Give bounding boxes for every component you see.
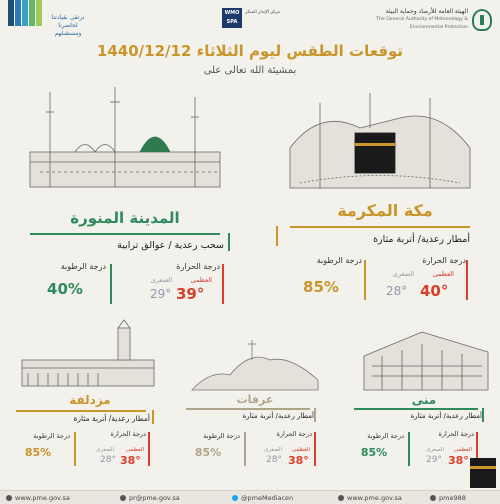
arafat-humidity-label: درجة الرطوبة — [203, 432, 240, 440]
mina-min-label: الصغرى — [426, 447, 444, 453]
makkah-name: مكة المكرمة — [337, 201, 433, 220]
wmo-logo-icon: WMO SPA — [222, 8, 242, 28]
makkah-humidity-label: درجة الرطوبة — [316, 256, 362, 265]
arafat-name: عرفات — [236, 393, 274, 406]
makkah-max-temp: 40° — [420, 282, 449, 300]
footer-website-1[interactable] — [6, 494, 70, 502]
madinah-temp-label: درجة الحرارة — [176, 262, 220, 271]
arafat-temp-bar — [314, 432, 316, 466]
makkah-min-label: الصغرى — [392, 270, 414, 278]
muzdalifah-humidity: 85% — [24, 446, 52, 459]
arafat-humidity-bar — [244, 432, 246, 466]
arafat-min-temp: 28° — [266, 455, 282, 465]
header — [0, 0, 500, 40]
phone-icon — [430, 495, 436, 501]
madinah-humidity-bar — [110, 264, 112, 304]
madinah-accent-line — [228, 233, 230, 251]
footer-email[interactable] — [120, 494, 180, 502]
makkah-condition: أمطار رعدية/ أتربة مثارة — [373, 234, 470, 245]
mina-illustration — [362, 326, 490, 392]
mina-condition: أمطار رعدية/ أتربة مثارة — [410, 412, 482, 420]
mina-min-temp: 29° — [426, 455, 442, 465]
makkah-max-label: العظمى — [432, 270, 454, 278]
agency-emblem-icon — [472, 9, 492, 31]
vision-logo — [6, 0, 88, 38]
makkah-min-temp: 28° — [386, 284, 408, 298]
muzdalifah-max-temp: 38° — [120, 454, 141, 467]
madinah-max-temp: 39° — [176, 285, 205, 303]
madinah-divider — [30, 233, 220, 235]
madinah-mosque-illustration — [20, 82, 230, 192]
vision-slogan: نرتقي بقيادتنا لحاضرنا ومستقبلهم — [51, 14, 85, 37]
arafat-humidity: 85% — [194, 446, 222, 459]
arafat-max-temp: 38° — [288, 454, 309, 467]
makkah-divider — [290, 226, 470, 228]
madinah-condition: سحب رعدية / عوالق ترابية — [117, 240, 224, 251]
footer-twitter[interactable] — [232, 494, 293, 502]
page-subtitle: بمشيئة الله تعالى على — [203, 65, 297, 76]
makkah-humidity-bar — [364, 260, 366, 300]
arafat-temp-label: درجة الحرارة — [276, 430, 312, 438]
muzdalifah-divider — [16, 410, 146, 412]
early-warning-caption: مركز الإنذار المبكر — [245, 10, 280, 15]
arafat-illustration — [190, 330, 320, 392]
makkah-temp-label: درجة الحرارة — [422, 256, 466, 265]
madinah-temp-bar — [222, 264, 224, 304]
muzdalifah-illustration — [18, 318, 158, 390]
arafat-accent-line — [314, 408, 316, 422]
footer-twitter-text: @pmeMediacen — [241, 494, 294, 502]
muzdalifah-humidity-bar — [74, 432, 76, 466]
madinah-humidity: 40% — [47, 280, 83, 298]
arafat-divider — [186, 408, 310, 410]
footer-phone[interactable] — [430, 494, 466, 502]
arafat-condition: أمطار رعدية/ أتربة مثارة — [242, 412, 314, 420]
footer-phone-text: pme988 — [439, 494, 466, 502]
footer — [0, 490, 500, 504]
kaaba-corner-icon — [470, 458, 496, 488]
muzdalifah-min-label: الصغرى — [96, 447, 114, 453]
muzdalifah-condition: أمطار رعدية/ أتربة مثارة — [73, 414, 150, 423]
footer-website-2-text: www.pme.gov.sa — [347, 494, 402, 502]
arafat-max-label: العظمى — [291, 447, 310, 453]
footer-email-text: pr@pme.gov.sa — [129, 494, 180, 502]
makkah-temp-bar — [466, 260, 468, 300]
mail-icon — [120, 495, 126, 501]
muzdalifah-temp-bar — [148, 432, 150, 466]
agency-name-ar: الهيئة العامة للأرصاد وحماية البيئة — [385, 8, 468, 15]
makkah-kaaba-illustration — [280, 88, 480, 196]
footer-website-2[interactable] — [338, 494, 402, 502]
mina-temp-label: درجة الحرارة — [438, 430, 474, 438]
muzdalifah-name: مزدلفة — [69, 393, 111, 407]
globe-icon — [6, 495, 12, 501]
mina-humidity: 85% — [360, 446, 388, 459]
mina-humidity-bar — [408, 432, 410, 466]
mina-name: منى — [411, 393, 437, 407]
mina-max-label: العظمى — [453, 447, 472, 453]
mina-max-temp: 38° — [448, 454, 469, 467]
madinah-min-temp: 29° — [150, 287, 172, 301]
muzdalifah-max-label: العظمى — [125, 447, 144, 453]
twitter-icon — [232, 495, 238, 501]
madinah-max-label: العظمى — [190, 276, 212, 284]
muzdalifah-temp-label: درجة الحرارة — [110, 430, 146, 438]
agency-logo — [342, 6, 492, 34]
page-title: توقعات الطقس ليوم الثلاثاء 1440/12/12 — [96, 42, 404, 60]
footer-website-1-text: www.pme.gov.sa — [15, 494, 70, 502]
madinah-humidity-label: درجة الرطوبة — [60, 262, 106, 271]
muzdalifah-accent-line — [152, 410, 154, 424]
arafat-min-label: الصغرى — [264, 447, 282, 453]
madinah-name: المدينة المنورة — [70, 209, 180, 227]
makkah-accent-line — [276, 226, 278, 246]
makkah-humidity: 85% — [303, 278, 339, 296]
mina-humidity-label: درجة الرطوبة — [367, 432, 404, 440]
madinah-min-label: الصغرى — [150, 276, 172, 284]
muzdalifah-humidity-label: درجة الرطوبة — [33, 432, 70, 440]
early-warning-logo — [222, 8, 280, 34]
muzdalifah-min-temp: 28° — [100, 455, 116, 465]
agency-name-en: The General Authority of Meteorology & Environmental Protection — [376, 17, 468, 30]
mina-divider — [354, 408, 478, 410]
globe-icon — [338, 495, 344, 501]
mina-accent-line — [482, 408, 484, 422]
